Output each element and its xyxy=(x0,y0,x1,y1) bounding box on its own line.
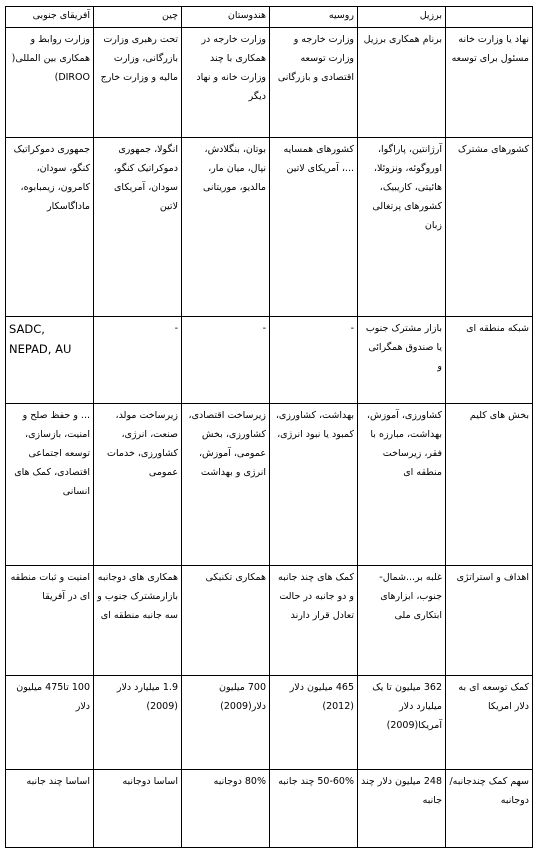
table-row xyxy=(6,28,533,138)
row-label: بخش های کلیم xyxy=(446,404,533,566)
table-cell: ... و حفظ صلح و امنیت، بازسازی، توسعه اجتماعی اقتصادی، کمک های انسانی xyxy=(6,404,94,566)
header-cell-india: هندوستان xyxy=(182,7,270,28)
table-cell: - xyxy=(182,317,270,404)
table-cell: بازار مشترک جنوب یا صندوق همگرائی و xyxy=(358,317,446,404)
table-row xyxy=(6,404,533,566)
table-header-row xyxy=(6,7,533,28)
row-label: کشورهای مشترک xyxy=(446,138,533,317)
row-label: اهداف و استراتژی xyxy=(446,566,533,676)
table-row xyxy=(6,317,533,404)
table-cell: SADC, NEPAD, AU xyxy=(6,317,94,404)
row-label: شبکه منطقه ای xyxy=(446,317,533,404)
header-cell-brazil: برزیل xyxy=(358,7,446,28)
table-cell: 465 میلیون دلار (2012) xyxy=(270,676,358,770)
table-cell: 80% دوجانبه xyxy=(182,770,270,848)
table-cell: زیرساخت مولد، صنعت، انرژی، کشاورزی، خدمات عمومی xyxy=(94,404,182,566)
table-row xyxy=(6,770,533,848)
table-cell: - xyxy=(94,317,182,404)
table-cell: وزارت خارجه و وزارت توسعه اقتصادی و بازرگانی xyxy=(270,28,358,138)
table-cell: امنیت و ثبات منطقه ای در آفریقا xyxy=(6,566,94,676)
table-cell: اساسا دوجانبه xyxy=(94,770,182,848)
header-cell-russia: روسیه xyxy=(270,7,358,28)
table-cell: زیرساخت اقتصادی، کشاورزی، بخش عمومی، آموزش، انرژی و بهداشت xyxy=(182,404,270,566)
table-cell: کشاورزی، آموزش، بهداشت، مبارزه با فقر، زیرساخت منطقه ای xyxy=(358,404,446,566)
table-row xyxy=(6,566,533,676)
table-cell: 700 میلیون دلار(2009) xyxy=(182,676,270,770)
table-cell: جمهوری دموکراتیک کنگو، سودان، کامرون، زیمبابوه، ماداگاسکار xyxy=(6,138,94,317)
table-cell: 362 میلیون تا یک میلیارد دلار آمریکا(2009) xyxy=(358,676,446,770)
header-cell-south-africa: آفریقای جنوبی xyxy=(6,7,94,28)
table-cell: کشورهای همسایه ...، آمریکای لاتین xyxy=(270,138,358,317)
table-row xyxy=(6,676,533,770)
table-cell: - xyxy=(270,317,358,404)
table-cell: بهداشت، کشاورزی، کمبود یا نبود انرژی، xyxy=(270,404,358,566)
table-cell: تحت رهبری وزارت بازرگانی، وزارت مالیه و وزارت خارج xyxy=(94,28,182,138)
table-cell: برنام همکاری برزیل xyxy=(358,28,446,138)
comparison-table xyxy=(5,6,533,848)
table-cell: وزارت خارجه در همکاری با چند وزارت خانه و نهاد دیگر xyxy=(182,28,270,138)
row-label: کمک توسعه ای به دلار امریکا xyxy=(446,676,533,770)
table-cell: 248 میلیون دلار چند جانبه xyxy=(358,770,446,848)
table-row xyxy=(6,138,533,317)
table-cell: وزارت روابط و همکاری بین المللی( DIROO) xyxy=(6,28,94,138)
table-cell: آرژانتین، پاراگوا، اوروگوئه، ونزوئلا، هائیتی، کاریبیک، کشورهای پرتغالی زبان xyxy=(358,138,446,317)
table-cell: همکاری تکنیکی xyxy=(182,566,270,676)
header-cell-china: چین xyxy=(94,7,182,28)
table-cell: 100 تا475 میلیون دلار xyxy=(6,676,94,770)
row-label: سهم کمک چندجانبه/دوجانبه xyxy=(446,770,533,848)
table-cell: 50-60% چند جانبه xyxy=(270,770,358,848)
table-cell: 1.9 میلیارد دلار (2009) xyxy=(94,676,182,770)
row-label: نهاد یا وزارت خانه مسئول برای توسعه xyxy=(446,28,533,138)
table-cell: غلبه بر...شمال- جنوب، ابزارهای ابتکاری ملی xyxy=(358,566,446,676)
table-cell: انگولا، جمهوری دموکراتیک کنگو، سودان، آمریکای لاتین xyxy=(94,138,182,317)
header-cell-empty xyxy=(446,7,533,28)
table-cell: اساسا چند جانبه xyxy=(6,770,94,848)
table-cell: همکاری های دوجانبه بازارمشترک جنوب و سه جانبه منطقه ای xyxy=(94,566,182,676)
table-cell: بوتان، بنگلادش، نپال، میان مار، مالدیو، موریتانی xyxy=(182,138,270,317)
table-cell: کمک های چند جانبه و دو جانبه در حالت تعادل قرار دارند xyxy=(270,566,358,676)
